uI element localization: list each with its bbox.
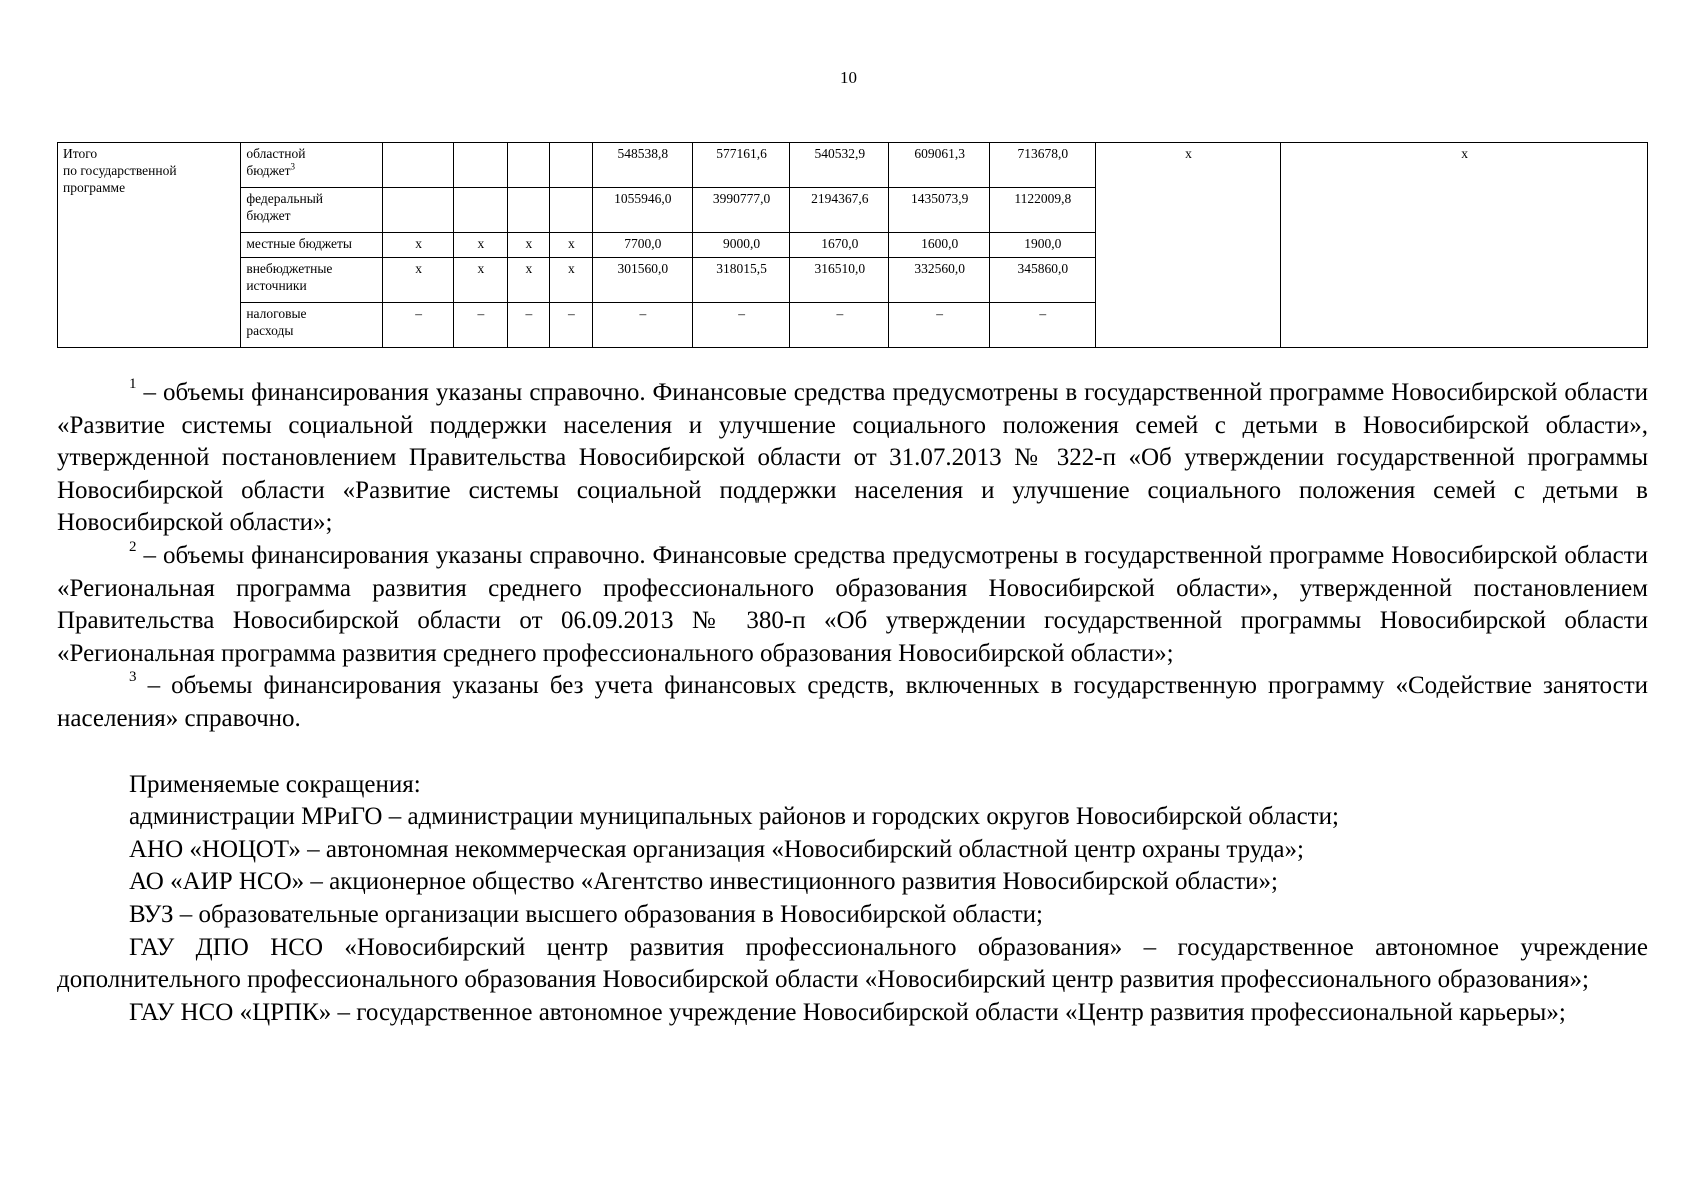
merged-cell-a: х — [1095, 143, 1281, 348]
value-cell: х — [550, 258, 593, 303]
value-cell — [550, 143, 593, 188]
footnote — [57, 670, 1648, 735]
value-cell: х — [454, 233, 507, 258]
footnotes — [57, 377, 1648, 736]
abbreviation-item: ГАУ НСО «ЦРПК» – государственное автономное учреждение Новосибирской области «Центр развития профессиональной карьеры»; — [129, 998, 1566, 1026]
page-number: 10 — [840, 68, 857, 87]
abbreviations-list — [57, 801, 1648, 1029]
abbreviation-item: АО «АИР НСО» – акционерное общество «Агентство инвестиционного развития Новосибирской области»; — [129, 868, 1278, 896]
value-cell: – — [507, 303, 550, 348]
value-cell: х — [550, 233, 593, 258]
value-cell: х — [454, 258, 507, 303]
abbreviation-item: ГАУ ДПО НСО «Новосибирский центр развития профессионального образования» – государственное автономное учреждение дополнительного профессионального образования Новосибирской области «Новосибирский центр развития профессионального образования»; — [57, 933, 1648, 994]
footnote-mark: 2 — [129, 538, 137, 555]
footnote — [57, 540, 1648, 670]
group-label-cell: Итого по государственной программе — [58, 143, 241, 348]
abbreviation-item: ВУЗ – образовательные организации высшего образования в Новосибирской области; — [129, 900, 1044, 928]
notes-section — [57, 377, 1648, 1029]
value-cell: 345860,0 — [989, 258, 1095, 303]
row-label-cell: федеральный бюджет — [241, 188, 383, 233]
value-cell: 609061,3 — [889, 143, 989, 188]
value-cell: 9000,0 — [693, 233, 790, 258]
value-cell: – — [550, 303, 593, 348]
value-cell: 1670,0 — [790, 233, 889, 258]
footnote-mark: 1 — [129, 375, 137, 392]
value-cell: – — [383, 303, 454, 348]
value-cell — [383, 143, 454, 188]
value-cell — [454, 143, 507, 188]
value-cell: х — [507, 258, 550, 303]
value-cell: 318015,5 — [693, 258, 790, 303]
value-cell: 1122009,8 — [989, 188, 1095, 233]
value-cell: 713678,0 — [989, 143, 1095, 188]
value-cell — [507, 188, 550, 233]
value-cell: 1900,0 — [989, 233, 1095, 258]
value-cell: 1055946,0 — [592, 188, 692, 233]
value-cell: – — [454, 303, 507, 348]
value-cell: – — [889, 303, 989, 348]
value-cell: 7700,0 — [592, 233, 692, 258]
row-label-cell: налоговые расходы — [241, 303, 383, 348]
value-cell — [550, 188, 593, 233]
value-cell: х — [383, 258, 454, 303]
financing-table — [57, 142, 1648, 348]
merged-cell-b: х — [1281, 143, 1648, 348]
row-label-cell: областной бюджет$^3$ — [241, 143, 383, 188]
value-cell: 1435073,9 — [889, 188, 989, 233]
value-cell: – — [693, 303, 790, 348]
footnote-mark: 3 — [129, 669, 137, 686]
value-cell: 316510,0 — [790, 258, 889, 303]
value-cell: 3990777,0 — [693, 188, 790, 233]
value-cell: – — [790, 303, 889, 348]
footnote-text: – объемы финансирования указаны без учета финансовых средств, включенных в государственную программу «Содействие занятости населения» справочно. — [57, 672, 1648, 732]
row-label-cell: внебюджетные источники — [241, 258, 383, 303]
value-cell: – — [989, 303, 1095, 348]
abbreviation-item: АНО «НОЦОТ» – автономная некоммерческая организация «Новосибирский областной центр охраны труда»; — [129, 835, 1304, 863]
footnote — [57, 377, 1648, 540]
row-label-cell: местные бюджеты — [241, 233, 383, 258]
value-cell: 548538,8 — [592, 143, 692, 188]
abbreviations-heading: Применяемые сокращения: — [129, 770, 421, 798]
value-cell: х — [507, 233, 550, 258]
value-cell: 577161,6 — [693, 143, 790, 188]
value-cell: х — [383, 233, 454, 258]
value-cell — [507, 143, 550, 188]
footnote-text: – объемы финансирования указаны справочно. Финансовые средства предусмотрены в государственной программе Новосибирской области «Региональная программа развития среднего профессионального образования Новосибирской области», утвержденной постановлением Правительства Новосибирской области от 06.09.2013 № 380-п «Об утверждении государственной программы Новосибирской области «Региональная программа развития среднего профессионального образования Новосибирской области»; — [57, 541, 1648, 667]
footnote-ref: 3 — [290, 161, 296, 172]
abbreviation-item: администрации МРиГО – администрации муниципальных районов и городских округов Новосибирской области; — [129, 803, 1339, 831]
value-cell: 2194367,6 — [790, 188, 889, 233]
value-cell: 540532,9 — [790, 143, 889, 188]
value-cell: – — [592, 303, 692, 348]
table-row — [58, 143, 1648, 188]
value-cell: 301560,0 — [592, 258, 692, 303]
value-cell — [454, 188, 507, 233]
value-cell: 1600,0 — [889, 233, 989, 258]
value-cell — [383, 188, 454, 233]
value-cell: 332560,0 — [889, 258, 989, 303]
footnote-text: – объемы финансирования указаны справочно. Финансовые средства предусмотрены в государственной программе Новосибирской области «Развитие системы социальной поддержки населения и улучшение социального положения семей с детьми в Новосибирской области», утвержденной постановлением Правительства Новосибирской области от 31.07.2013 № 322-п «Об утверждении государственной программы Новосибирской области «Развитие системы социальной поддержки населения и улучшение социального положения семей с детьми в Новосибирской области»; — [57, 379, 1648, 537]
